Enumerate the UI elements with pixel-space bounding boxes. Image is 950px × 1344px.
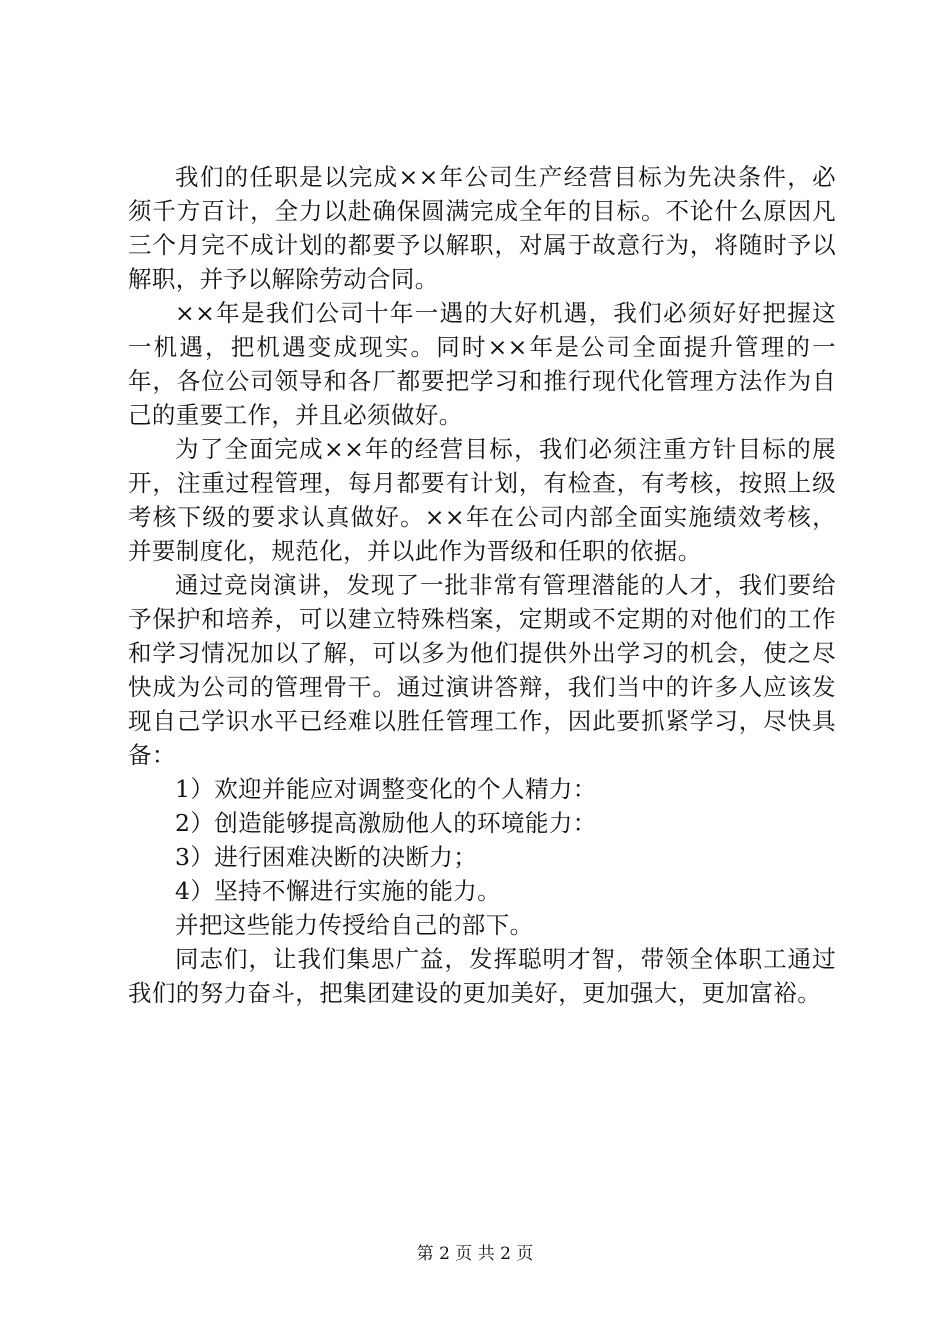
paragraph-2: ××年是我们公司十年一遇的大好机遇，我们必须好好把握这一机遇，把机遇变成现实。同时××年是公司全面提升管理的一年，各位公司领导和各厂都要把学习和推行现代化管理方法作为自己的重要工作，并且必须做好。: [128, 299, 836, 429]
list-item-2: 2）创造能够提高激励他人的环境能力：: [175, 809, 597, 837]
list-item-4: 4）坚持不懈进行实施的能力。: [175, 877, 502, 905]
paragraph-5: 并把这些能力传授给自己的部下。: [175, 911, 534, 939]
paragraph-1: 我们的任职是以完成××年公司生产经营目标为先决条件，必须千方百计，全力以赴确保圆满完成全年的目标。不论什么原因凡三个月完不成计划的都要予以解职，对属于故意行为，将随时予以解职，并予以解除劳动合同。: [128, 163, 836, 293]
list-item-1: 1）欢迎并能应对调整变化的个人精力：: [175, 775, 597, 803]
page-footer: 第 2 页 共 2 页: [416, 1244, 534, 1264]
paragraph-6: 同志们，让我们集思广益，发挥聪明才智，带领全体职工通过我们的努力奋斗，把集团建设的更加美好，更加强大，更加富裕。: [128, 945, 836, 1007]
paragraph-3: 为了全面完成××年的经营目标，我们必须注重方针目标的展开，注重过程管理，每月都要有计划，有检查，有考核，按照上级考核下级的要求认真做好。××年在公司内部全面实施绩效考核，并要制度化，规范化，并以此作为晋级和任职的依据。: [128, 435, 836, 565]
paragraph-4: 通过竞岗演讲，发现了一批非常有管理潜能的人才，我们要给予保护和培养，可以建立特殊档案，定期或不定期的对他们的工作和学习情况加以了解，可以多为他们提供外出学习的机会，使之尽快成为公司的管理骨干。通过演讲答辩，我们当中的许多人应该发现自己学识水平已经难以胜任管理工作，因此要抓紧学习，尽快具备：: [128, 571, 836, 769]
document-body: [128, 160, 836, 1010]
list-item-3: 3）进行困难决断的决断力；: [175, 843, 478, 871]
